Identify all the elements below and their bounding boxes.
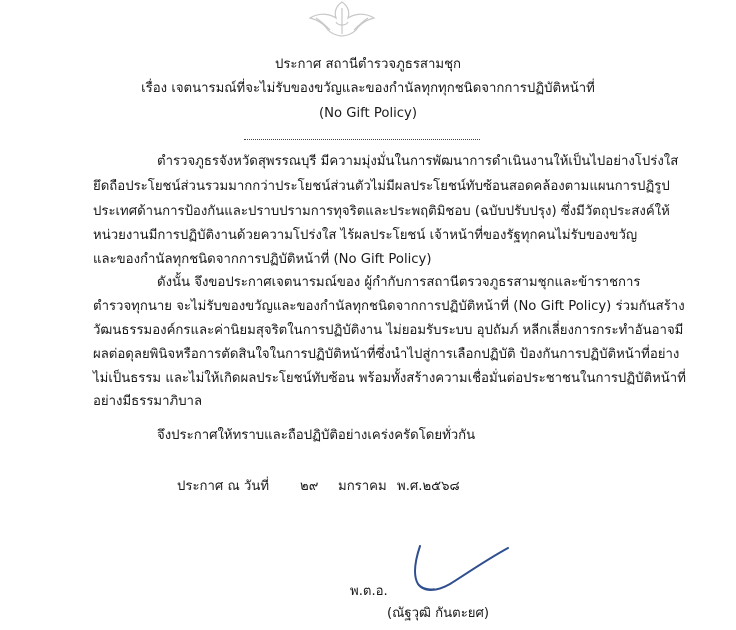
signer-name: (ณัฐวุฒิ กันตะยศ) <box>387 606 490 621</box>
paragraph-1-line-1: ตำรวจภูธรจังหวัดสุพรรณบุรี มีความมุ่งมั่นในการพัฒนาการดำเนินงานให้เป็นไปอย่างโปร่งใส <box>157 154 679 169</box>
paragraph-2-line-1: ดังนั้น จึงขอประกาศเจตนารมณ์ของ ผู้กำกับการสถานีตรวจภูธรสามชุกและข้าราชการ <box>157 275 641 290</box>
signer-rank: พ.ต.อ. <box>350 584 388 599</box>
policy-label: (No Gift Policy) <box>318 106 417 121</box>
paragraph-2-line-3: วัฒนธรรมองค์กรและค่านิยมสุจริตในการปฏิบัติงาน ไม่ยอมรับระบบ อุปถัมภ์ หลีกเลี่ยงการกระทำอันอาจมี <box>93 323 684 338</box>
closing-statement: จึงประกาศให้ทราบและถือปฏิบัติอย่างเคร่งครัดโดยทั่วกัน <box>157 428 476 443</box>
paragraph-2-line-4: ผลต่อดุลยพินิจหรือการตัดสินใจในการปฏิบัติหน้าที่ซึ่งนำไปสู่การเลือกปฏิบัติ ป้องกันการปฏิบัติหน้าที่อย่าง <box>93 347 680 362</box>
garuda-emblem-icon <box>306 0 378 38</box>
paragraph-2-line-6: อย่างมีธรรมาภิบาล <box>93 394 203 409</box>
subject-line: เรื่อง เจตนารมณ์ที่จะไม่รับของขวัญและของกำนัลทุกทุกชนิดจากการปฏิบัติหน้าที่ <box>141 81 595 96</box>
announcement-title: ประกาศ สถานีตำรวจภูธรสามชุก <box>274 57 462 72</box>
date-day: ๒๙ <box>300 479 319 494</box>
date-label: ประกาศ ณ วันที่ <box>177 479 270 494</box>
date-month: มกราคม <box>338 479 387 494</box>
paragraph-1-line-5: และของกำนัลทุกชนิดจากการปฏิบัติหน้าที่ (No Gift Policy) <box>93 252 432 267</box>
date-year: พ.ศ.๒๕๖๘ <box>397 479 460 494</box>
paragraph-1-line-4: หน่วยงานมีการปฏิบัติงานด้วยความโปร่งใส ไร้ผลประโยชน์ เจ้าหน้าที่ของรัฐทุกคนไม่รับของขวัญ <box>93 228 638 243</box>
paragraph-2-line-5: ไม่เป็นธรรม และไม่ให้เกิดผลประโยชน์ทับซ้อน พร้อมทั้งสร้างความเชื่อมั่นต่อประชาชนในการปฏิบัติหน้าที่ <box>93 371 686 386</box>
dotted-separator <box>244 139 480 140</box>
paragraph-2-line-2: ตำรวจทุกนาย จะไม่รับของขวัญและของกำนัลทุกชนิดจากการปฏิบัติหน้าที่ (No Gift Policy) ร่วมกันสร้าง <box>93 299 685 314</box>
paragraph-1-line-2: ยึดถือประโยชน์ส่วนรวมมากกว่าประโยชน์ส่วนตัวไม่มีผลประโยชน์ทับซ้อนสอดคล้องตามแผนการปฏิรูป <box>93 179 670 194</box>
paragraph-1-line-3: ประเทศด้านการป้องกันและปราบปรามการทุจริตและประพฤติมิชอบ (ฉบับปรับปรุง) ซึ่งมีวัตถุประสงค์ให้ <box>93 204 670 219</box>
signature-mark <box>406 540 516 600</box>
